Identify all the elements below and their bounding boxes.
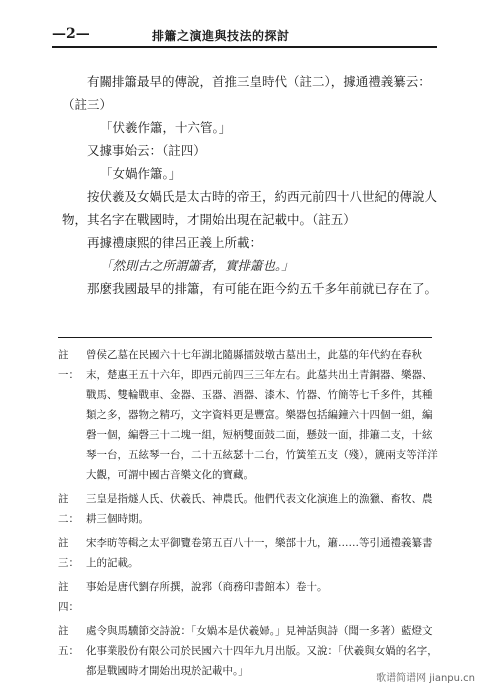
- footnote-4: [58, 577, 439, 617]
- footnote-label: 註五：: [58, 625, 79, 657]
- footnote-divider: [58, 337, 432, 338]
- footnote-label: 註一：: [58, 349, 79, 381]
- footnote-label: 註三：: [58, 537, 79, 569]
- page-number: —2—: [52, 26, 90, 42]
- paragraph-4: 再據禮康熙的律呂正義上所載：: [87, 235, 263, 250]
- footnote-3: [58, 533, 439, 573]
- paragraph-2: 又據事始云：（註四）: [87, 143, 206, 158]
- footnote-1: [58, 345, 439, 485]
- paragraph-3: 按伏羲及女媧氏是太古時的帝王，約西元前四十八世紀的傳說人物，其名字在戰國時，才開始出現在記載中。（註五）: [62, 189, 438, 227]
- footnotes: [58, 345, 439, 685]
- paragraph-5: 那麼我國最早的排簫，有可能在距今約五千多年前就已存在了。: [87, 281, 438, 296]
- footnote-text: 三皇是指燧人氏、伏羲氏、神農氏。他們代表文化演進上的漁獵、畜牧、農耕三個時期。: [86, 493, 433, 525]
- footnote-text: 事始是唐代劉存所撰，說郛（商務印書館本）卷十。: [86, 581, 328, 593]
- running-title: 排簫之演進與技法的探討: [152, 29, 290, 43]
- quote-1: 「伏羲作簫，十六管。」: [100, 120, 232, 135]
- paragraph-1: 有關排簫最早的傳說，首推三皇時代（註二），據通禮義纂云：（註三）: [62, 74, 431, 112]
- footnote-text: 曾侯乙墓在民國六十七年湖北隨縣擂鼓墩古墓出土，此墓的年代約在春秋末，楚惠王五十六年，即西元前四三三年左右。此墓共出土青銅器、樂器、戰馬、雙輪戰車、金器、玉器、酒器、漆木、竹器、竹簡等七千多件，其種類之多，器物之精巧，文字資料更是豐富。樂器包括編鐘六十四個一組，編磬一個，編磬三十二塊一組，短柄雙面鼓二面，懸鼓一面，排簫二支，十絃琴一台，五絃琴一台，二十五絃瑟十二台，竹簧笙五支（殘），篪兩支等洋洋大觀，可謂中國古音樂文化的寶藏。: [86, 349, 438, 481]
- quote-2: 「女媧作簫。」: [100, 166, 182, 181]
- footnote-text: 宋李昉等輯之太平御覽卷第五百八十一，樂部十九，簫……等引通禮義纂書上的記載。: [86, 537, 433, 569]
- footnote-text: 處令與馬驥節交詩說：「女媧本是伏羲婦。」見神話與詩（聞一多著）藍燈文化事業股份有限公司於民國六十四年九月出版。又說：「伏羲與女媧的名字，都是戰國時才開始出現於記載中。」: [86, 625, 438, 677]
- quote-3: 「然則古之所謂簫者，實排簫也。」: [100, 258, 294, 273]
- footnote-label: 註二：: [58, 493, 79, 525]
- footnote-2: [58, 489, 439, 529]
- site-watermark: 歌谱简谱网 jianpu.cn: [376, 673, 475, 684]
- page-header: [52, 22, 437, 44]
- footnote-label: 註四：: [58, 581, 79, 613]
- main-text: [62, 70, 437, 300]
- header-rule: [52, 46, 437, 48]
